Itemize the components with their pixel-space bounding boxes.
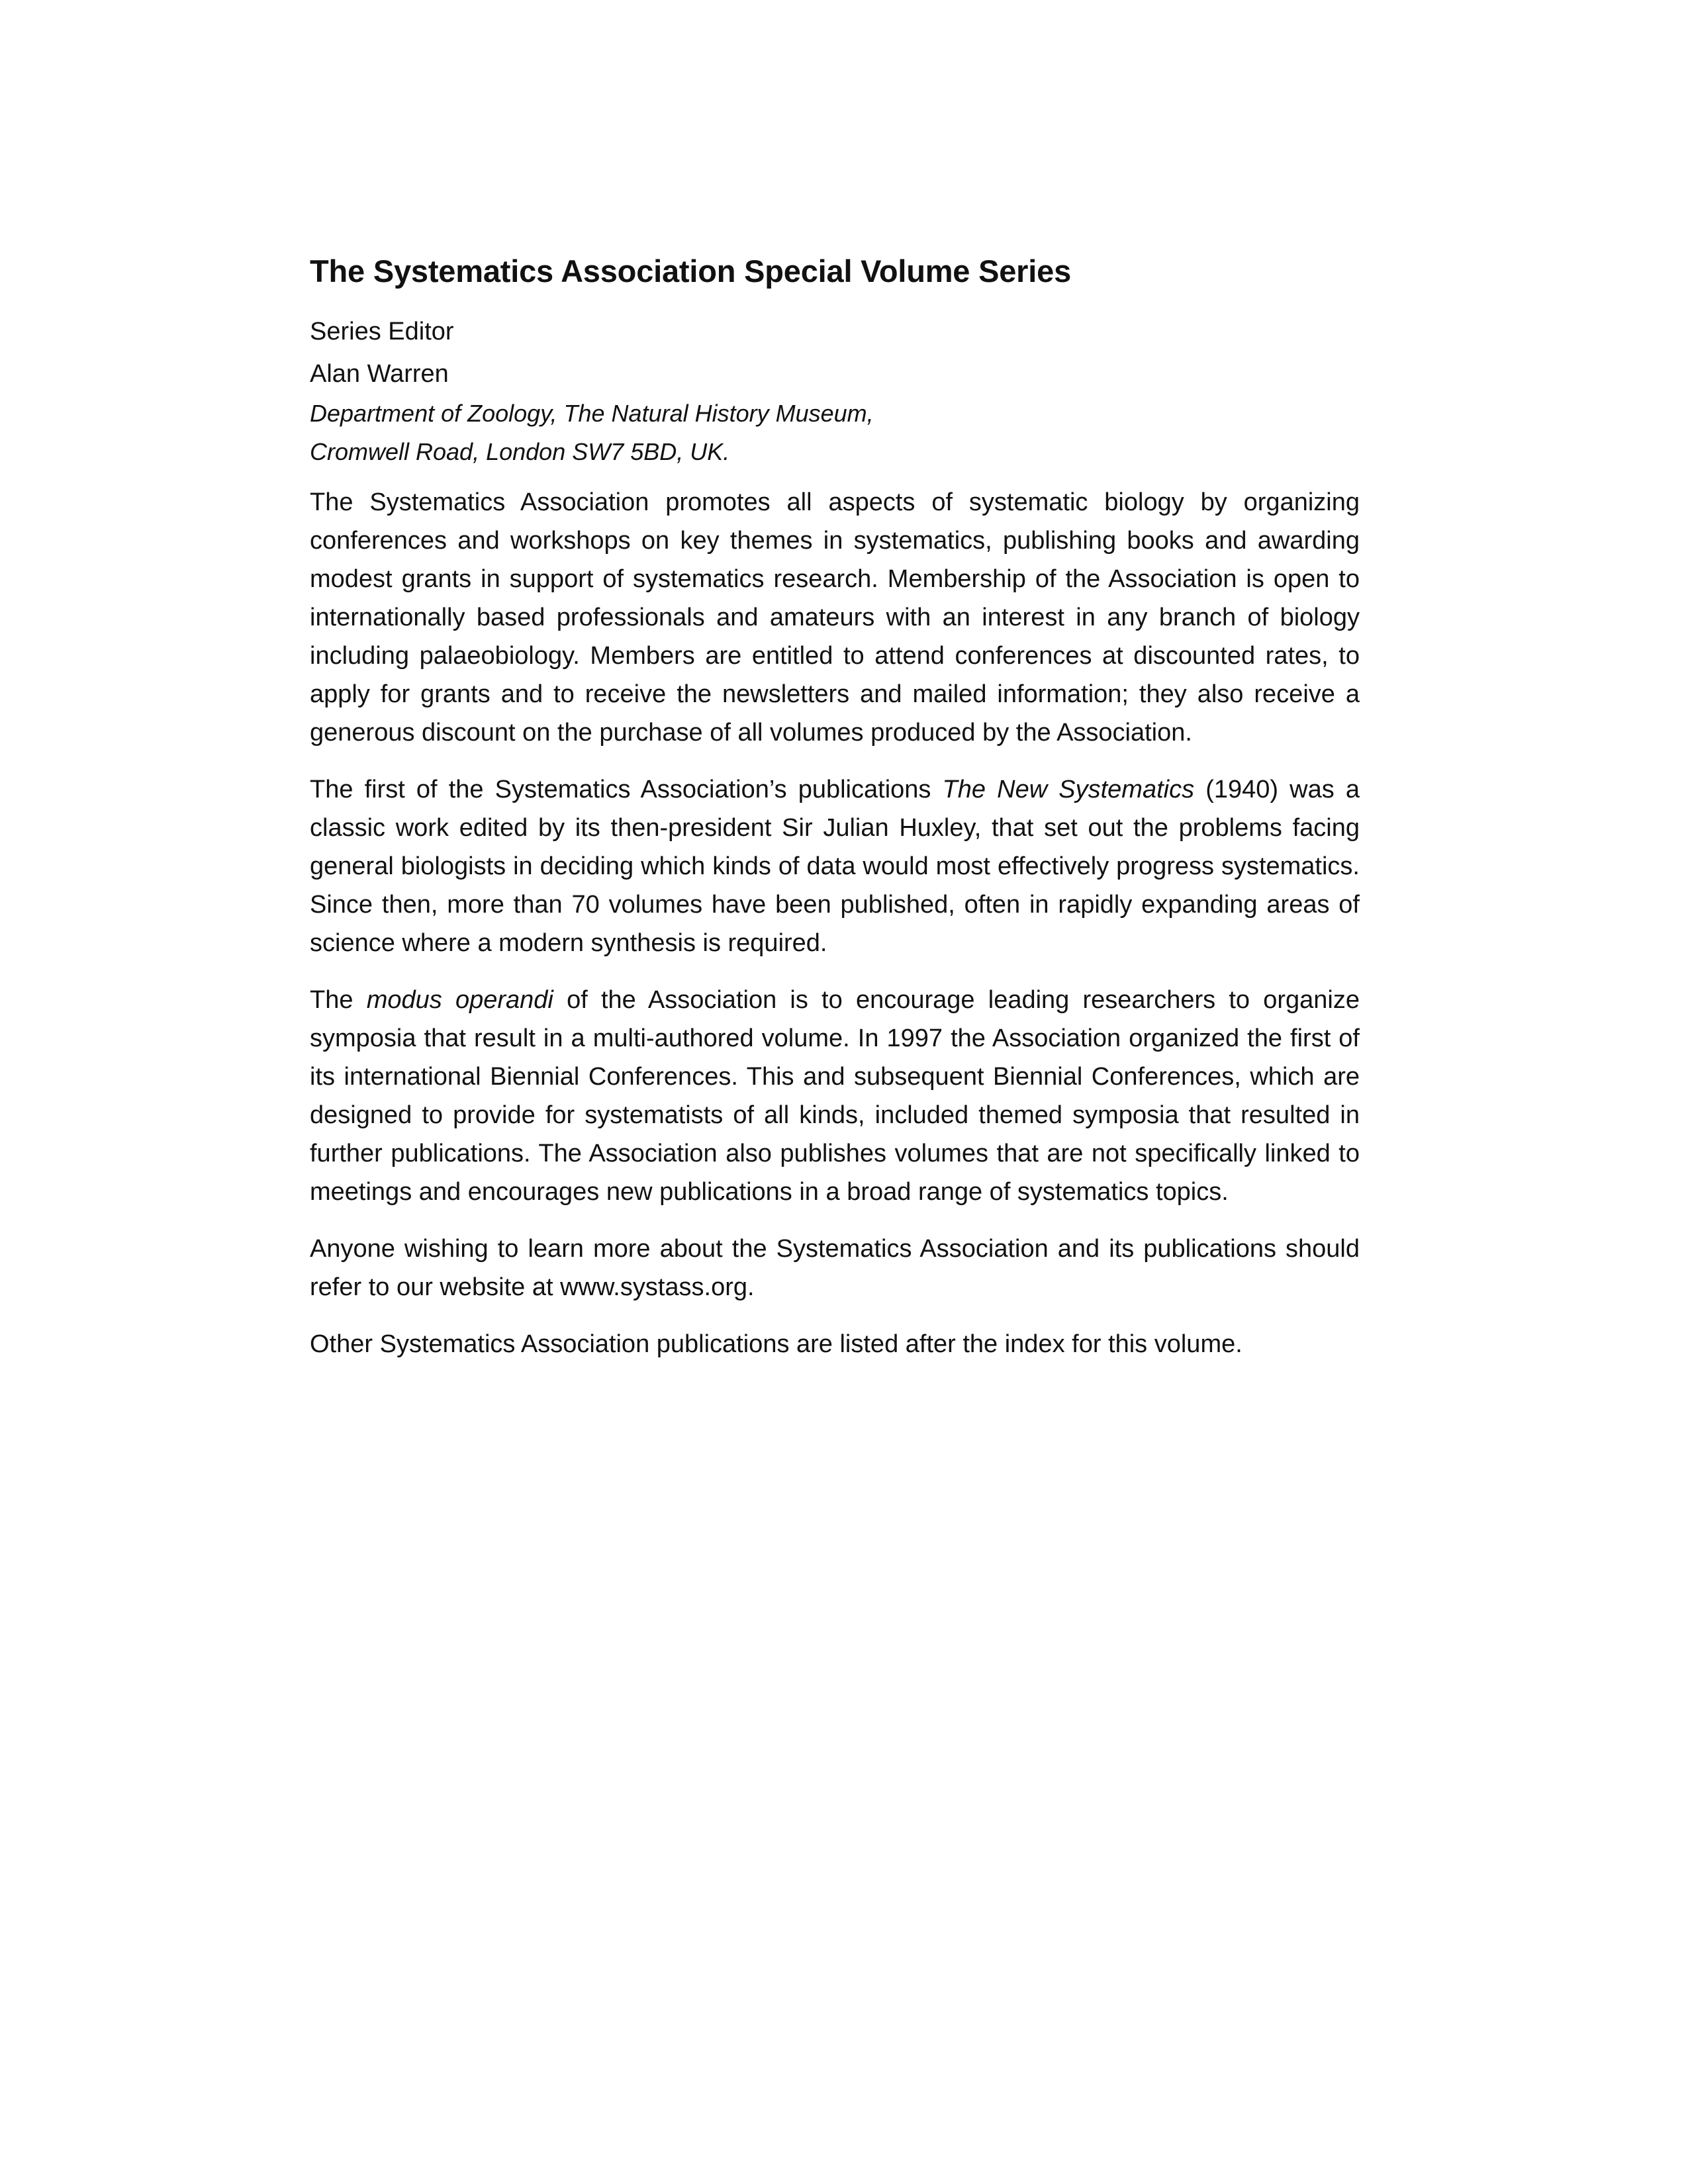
- paragraph-modus-operandi-text-1: The: [310, 986, 367, 1014]
- paragraph-website: Anyone wishing to learn more about the Systematics Association and its publications should refer to our website at www.systass.org.: [310, 1235, 1360, 1301]
- modus-operandi-phrase: modus operandi: [366, 986, 553, 1014]
- affiliation-line-2: Cromwell Road, London SW7 5BD, UK.: [310, 438, 730, 465]
- affiliation-line-1: Department of Zoology, The Natural History Museum,: [310, 400, 874, 427]
- paragraph-publication-history: [310, 770, 1360, 962]
- page-content: [310, 251, 1360, 1363]
- paragraph-association-mission: The Systematics Association promotes all aspects of systematic biology by organizing conferences and workshops on key themes in systematics, publishing books and awarding modest grants in support of systematics research. Membership of the Association is open to internationally based professionals and amateurs with an interest in any branch of biology including palaeobiology. Members are entitled to attend conferences at discounted rates, to apply for grants and to receive the newsletters and mailed information; they also receive a generous discount on the purchase of all volumes produced by the Association.: [310, 488, 1360, 747]
- series-editor-affiliation: [310, 394, 1360, 471]
- paragraph-publication-history-text-2: (1940) was a classic work edited by its then-president Sir Julian Huxley, that set out the problems facing general biologists in deciding which kinds of data would most effectively progress systematics. Since then, more than 70 volumes have been published, often in rapidly expanding areas of science where a modern synthesis is required.: [310, 776, 1360, 957]
- series-editor-name: Alan Warren: [310, 360, 449, 388]
- series-editor-label: Series Editor: [310, 318, 454, 345]
- paragraph-publication-history-text-1: The first of the Systematics Association’s publications: [310, 776, 943, 803]
- paragraph-modus-operandi: [310, 981, 1360, 1211]
- book-title-new-systematics: The New Systematics: [942, 776, 1195, 803]
- paragraph-modus-operandi-text-2: of the Association is to encourage leading researchers to organize symposia that result in a multi-authored volume. In 1997 the Association organized the first of its international Biennial Conferences. This and subsequent Biennial Conferences, which are designed to provide for systematists of all kinds, included themed symposia that resulted in further publications. The Association also publishes volumes that are not specifically linked to meetings and encourages new publications in a broad range of systematics topics.: [310, 986, 1360, 1206]
- series-title: The Systematics Association Special Volume Series: [310, 253, 1072, 289]
- paragraph-other-publications: Other Systematics Association publications are listed after the index for this volume.: [310, 1330, 1243, 1358]
